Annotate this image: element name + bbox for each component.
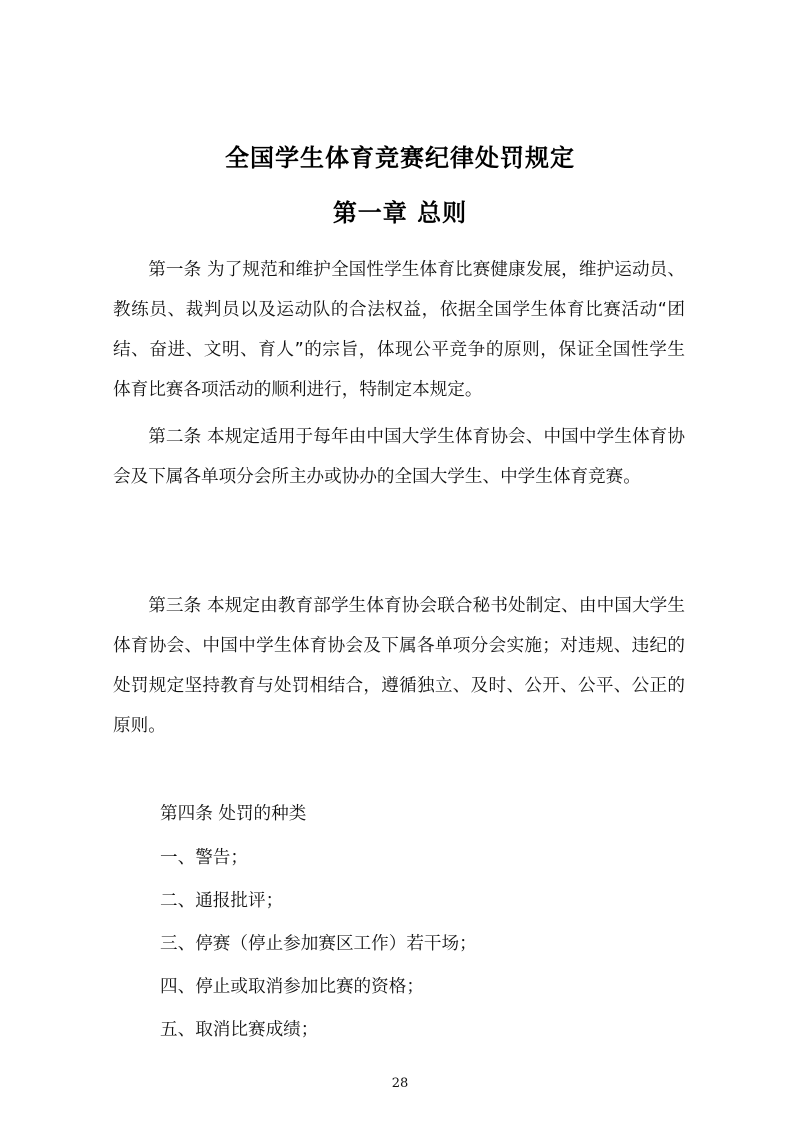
- article-3: 第三条 本规定由教育部学生体育协会联合秘书处制定、由中国大学生体育协会、中国中学生体育协会及下属各单项分会实施；对违规、违纪的处罚规定坚持教育与处罚相结合，遵循独立、及时、公开、公平、公正的原则。: [113, 596, 685, 736]
- document-title: 全国学生体育竞赛纪律处罚规定: [225, 144, 575, 172]
- chapter-title: 第一章 总则: [332, 199, 468, 227]
- penalty-item: 二、通报批评；: [160, 891, 284, 911]
- penalty-item: 三、停赛（停止参加赛区工作）若干场；: [160, 934, 477, 954]
- penalty-item: 五、取消比赛成绩；: [160, 1020, 319, 1040]
- article-4-heading: 第四条 处罚的种类: [160, 804, 307, 824]
- penalty-item: 一、警告；: [160, 848, 248, 868]
- article-2: 第二条 本规定适用于每年由中国大学生体育协会、中国中学生体育协会及下属各单项分会所主办或协办的全国大学生、中学生体育竞赛。: [113, 427, 685, 487]
- article-1: 第一条 为了规范和维护全国性学生体育比赛健康发展，维护运动员、教练员、裁判员以及运动队的合法权益，依据全国学生体育比赛活动“团结、奋进、文明、育人”的宗旨，体现公平竞争的原则，保证全国性学生体育比赛各项活动的顺利进行，特制定本规定。: [113, 260, 685, 400]
- page-number: 28: [391, 1076, 409, 1091]
- penalty-item: 四、停止或取消参加比赛的资格；: [160, 977, 424, 997]
